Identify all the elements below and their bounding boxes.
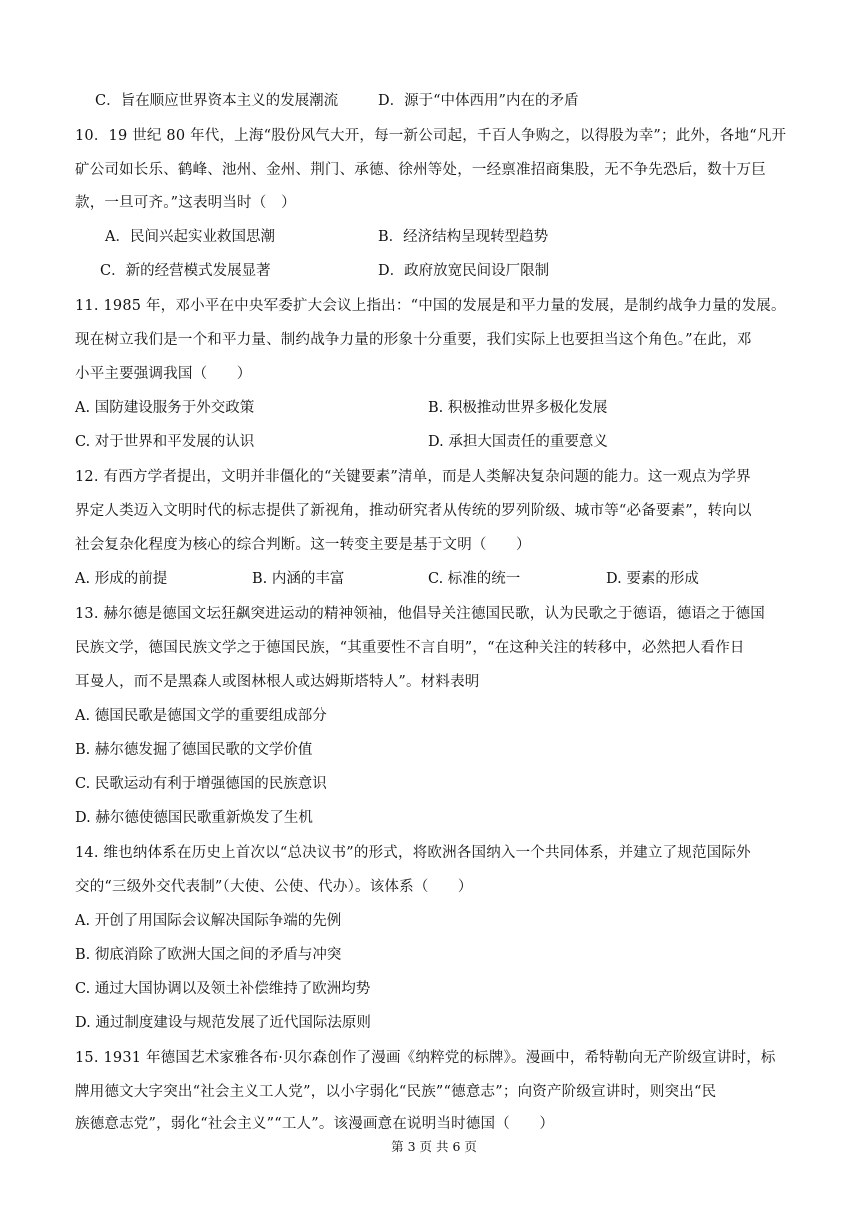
q11-option-c: C. 对于世界和平发展的认识 — [75, 434, 255, 450]
q12-stem-line-1: 12. 有西方学者提出，文明并非僵化的“关键要素”清单，而是人类解决复杂问题的能力。这一观点为学界 — [75, 469, 751, 485]
q13-stem-line-2: 民族文学，德国民族文学之于德国民族，“其重要性不言自明”，“在这种关注的转移中，必然把人看作日 — [75, 640, 745, 656]
q13-option-c: C. 民歌运动有利于增强德国的民族意识 — [75, 776, 327, 792]
q14-option-b: B. 彻底消除了欧洲大国之间的矛盾与冲突 — [75, 947, 342, 963]
q15-stem-line-2: 牌用德文大字突出“社会主义工人党”，以小字弱化“民族”“德意志”；向资产阶级宣讲时，则突出“民 — [75, 1084, 717, 1100]
q9-option-d: D．源于“中体西用”内在的矛盾 — [378, 93, 579, 109]
q11-option-d: D. 承担大国责任的重要意义 — [428, 434, 608, 450]
q13-stem-line-1: 13. 赫尔德是德国文坛狂飙突进运动的精神领袖，他倡导关注德国民歌，认为民歌之于德语，德语之于德国 — [75, 606, 765, 622]
q13-stem-line-3: 耳曼人，而不是黑森人或图林根人或达姆斯塔特人”。材料表明 — [75, 674, 480, 690]
q14-option-d: D. 通过制度建设与规范发展了近代国际法原则 — [75, 1015, 371, 1031]
q10-option-a: A．民间兴起实业救国思潮 — [105, 229, 275, 245]
q12-option-a: A. 形成的前提 — [75, 571, 168, 587]
q12-stem-line-2: 界定人类迈入文明时代的标志提供了新视角，推动研究者从传统的罗列阶级、城市等“必备要素”，转向以 — [75, 503, 752, 519]
q12-stem-line-3: 社会复杂化程度为核心的综合判断。这一转变主要是基于文明（ ） — [75, 537, 531, 553]
q14-stem-line-1: 14. 维也纳体系在历史上首次以“总决议书”的形式，将欧洲各国纳入一个共同体系，并建立了规范国际外 — [75, 845, 751, 861]
q13-option-a: A. 德国民歌是德国文学的重要组成部分 — [75, 708, 327, 724]
q13-option-b: B. 赫尔德发掘了德国民歌的文学价值 — [75, 742, 313, 758]
q11-stem-line-1: 11. 1985 年，邓小平在中央军委扩大会议上指出：“中国的发展是和平力量的发展，是制约战争力量的发展。 — [75, 298, 786, 314]
q14-option-a: A. 开创了用国际会议解决国际争端的先例 — [75, 913, 342, 929]
q12-option-b: B. 内涵的丰富 — [252, 571, 345, 587]
q12-option-d: D. 要素的形成 — [606, 571, 699, 587]
q11-option-b: B. 积极推动世界多极化发展 — [428, 400, 608, 416]
q11-stem-line-2: 现在树立我们是一个和平力量、制约战争力量的形象十分重要，我们实际上也要担当这个角色。”在此，邓 — [75, 332, 752, 348]
q11-stem-line-3: 小平主要强调我国（ ） — [75, 366, 252, 382]
q11-option-a: A. 国防建设服务于外交政策 — [75, 400, 255, 416]
q10-stem-line-3: 款，一旦可齐。”这表明当时（ ） — [75, 195, 296, 211]
q13-option-d: D. 赫尔德使德国民歌重新焕发了生机 — [75, 810, 313, 826]
q15-stem-line-1: 15. 1931 年德国艺术家雅各布·贝尔森创作了漫画《纳粹党的标牌》。漫画中，希特勒向无产阶级宣讲时，标 — [75, 1050, 776, 1066]
page-number-footer: 第 3 页 共 6 页 — [391, 1139, 477, 1154]
q14-option-c: C. 通过大国协调以及领土补偿维持了欧洲均势 — [75, 981, 371, 997]
q10-option-d: D．政府放宽民间设厂限制 — [378, 263, 550, 279]
q9-option-c: C．旨在顺应世界资本主义的发展潮流 — [95, 93, 339, 109]
q15-stem-line-3: 族德意志党”，弱化“社会主义”“工人”。该漫画意在说明当时德国（ ） — [75, 1116, 555, 1132]
q10-option-c: C．新的经营模式发展显著 — [100, 263, 271, 279]
q14-stem-line-2: 交的“三级外交代表制”（大使、公使、代办）。该体系（ ） — [75, 879, 473, 895]
q10-stem-line-1: 10．19 世纪 80 年代，上海“股份风气大开，每一新公司起，千百人争购之，以得股为幸”；此外，各地“凡开 — [75, 128, 787, 144]
q10-option-b: B．经济结构呈现转型趋势 — [378, 229, 549, 245]
q10-stem-line-2: 矿公司如长乐、鹤峰、池州、金州、荆门、承德、徐州等处，一经禀准招商集股，无不争先恐后，数十万巨 — [75, 162, 766, 178]
q12-option-c: C. 标准的统一 — [428, 571, 521, 587]
